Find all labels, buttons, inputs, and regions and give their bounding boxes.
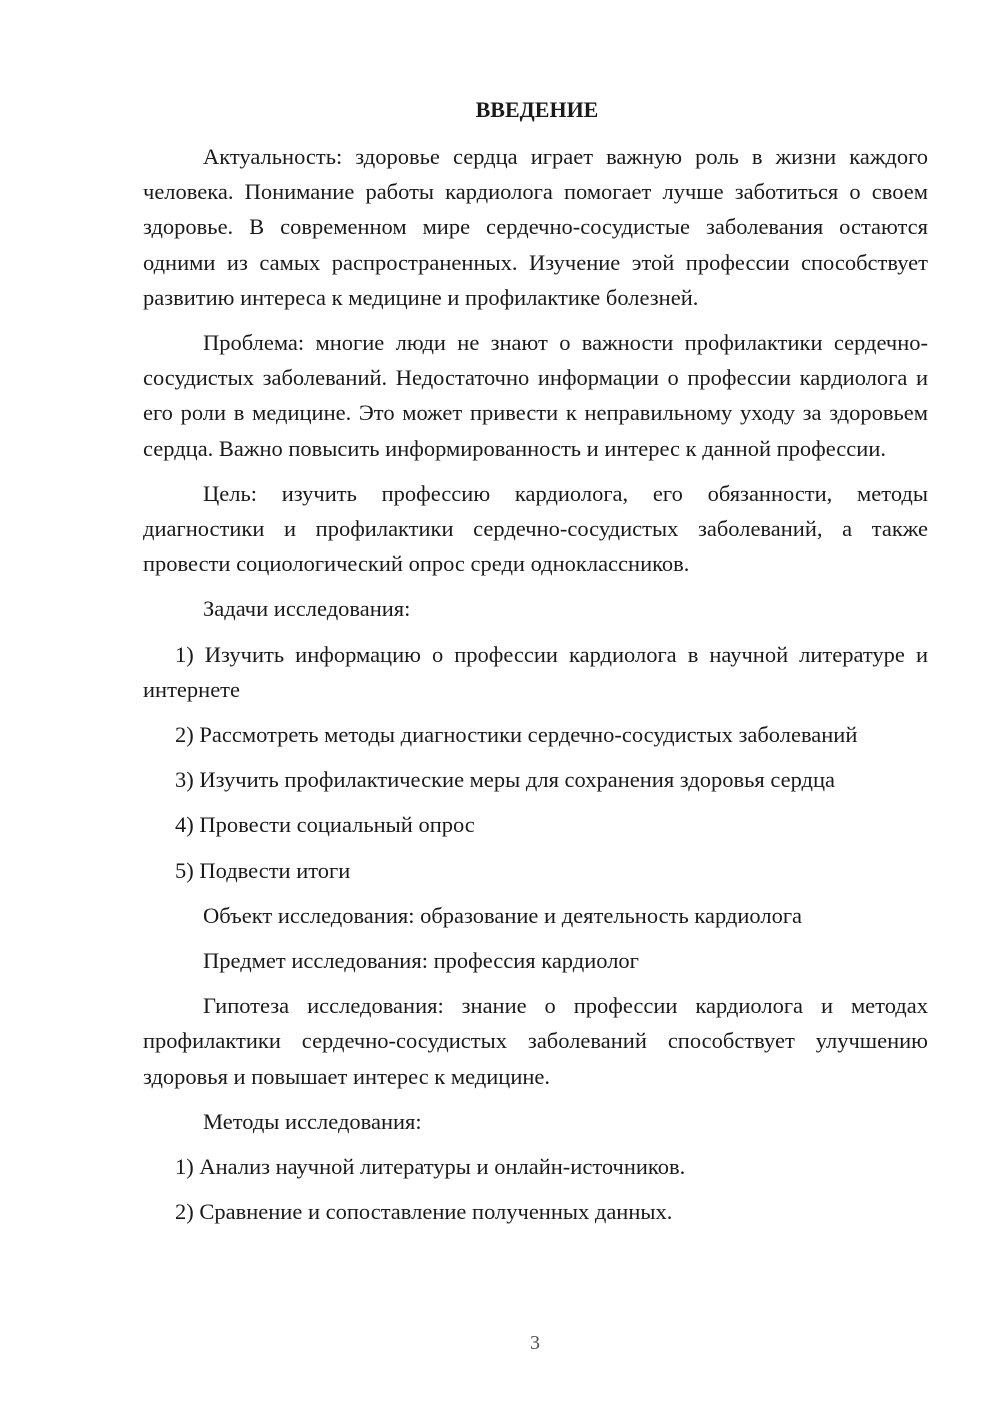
method-item: 2) Сравнение и сопоставление полученных данных.: [175, 1199, 673, 1225]
task-item: 4) Провести социальный опрос: [175, 812, 475, 838]
document-page: [143, 93, 928, 1239]
section-title: ВВЕДЕНИЕ: [475, 97, 599, 122]
relevance-paragraph: Актуальность: здоровье сердца играет важную роль в жизни каждого человека. Понимание работы кардиолога помогает лучше заботиться о своем здоровье. В современном мире сердечно-сосудистые заболевания остаются одними из самых распространенных. Изучение этой профессии способствует развитию интереса к медицине и профилактике болезней.: [143, 144, 928, 310]
task-item: 3) Изучить профилактические меры для сохранения здоровья сердца: [175, 767, 836, 793]
task-item: 5) Подвести итоги: [175, 857, 351, 883]
object-paragraph: Объект исследования: образование и деятельность кардиолога: [203, 902, 803, 928]
methods-heading: Методы исследования:: [203, 1108, 422, 1134]
hypothesis-paragraph: Гипотеза исследования: знание о профессии кардиолога и методах профилактики сердечно-сосудистых заболеваний способствует улучшению здоровья и повышает интерес к медицине.: [143, 993, 928, 1089]
problem-paragraph: Проблема: многие люди не знают о важности профилактики сердечно-сосудистых заболеваний. Недостаточно информации о профессии кардиолога и его роли в медицине. Это может привести к неправильному уходу за здоровьем сердца. Важно повысить информированность и интерес к данной профессии.: [143, 330, 928, 461]
subject-paragraph: Предмет исследования: профессия кардиолог: [203, 948, 639, 974]
task-item: 2) Рассмотреть методы диагностики сердечно-сосудистых заболеваний: [175, 722, 858, 748]
goal-paragraph: Цель: изучить профессию кардиолога, его обязанности, методы диагностики и профилактики сердечно-сосудистых заболеваний, а также провести социологический опрос среди одноклассников.: [143, 480, 928, 577]
task-item: 1) Изучить информацию о профессии кардиолога в научной литературе и интернете: [143, 641, 928, 702]
method-item: 1) Анализ научной литературы и онлайн-источников.: [175, 1154, 686, 1180]
tasks-heading: Задачи исследования:: [203, 596, 411, 622]
page-number: 3: [530, 1332, 540, 1354]
